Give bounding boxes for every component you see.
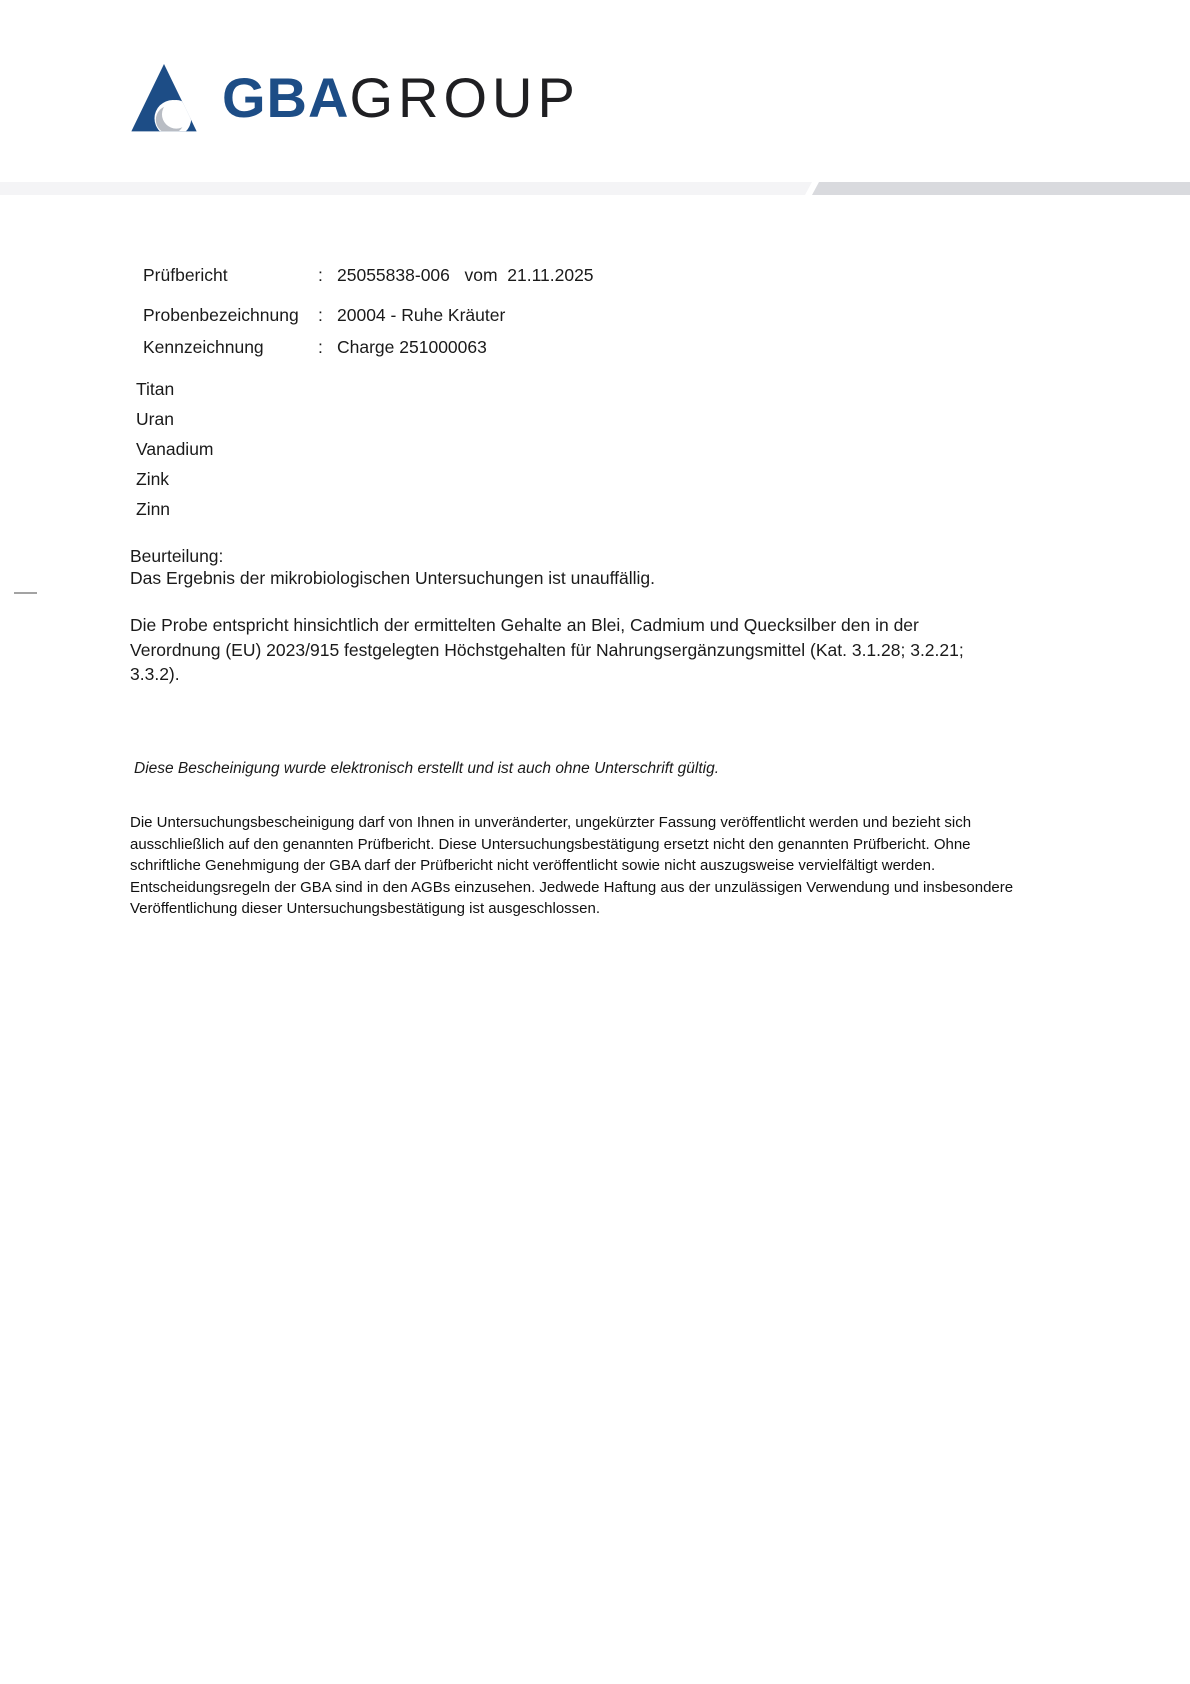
- logo-text-gba: GBA: [222, 66, 350, 129]
- assessment-result: Das Ergebnis der mikrobiologischen Untersuchungen ist unauffällig.: [130, 567, 655, 588]
- fold-mark: [14, 592, 37, 594]
- compliance-line: 3.3.2).: [130, 664, 180, 684]
- list-item: Vanadium: [136, 439, 214, 459]
- field-value: Charge 251000063: [337, 337, 487, 357]
- header-band-left: [0, 182, 812, 195]
- field-row-pruefbericht: [143, 265, 594, 285]
- field-row-kennzeichnung: [143, 337, 487, 357]
- header-band-right: [812, 182, 1190, 195]
- logo-wordmark: [222, 62, 580, 134]
- analyte-list: [136, 374, 214, 524]
- logo-text-group: GROUP: [349, 66, 580, 129]
- assessment-heading: Beurteilung:: [130, 546, 224, 566]
- field-separator: :: [318, 265, 323, 285]
- gba-triangle-logo-icon: [130, 62, 198, 134]
- gba-group-logo: [130, 62, 580, 134]
- field-label: Probenbezeichnung: [143, 305, 299, 325]
- list-item: Zinn: [136, 499, 171, 519]
- list-item: Titan: [136, 379, 175, 399]
- field-separator: :: [318, 337, 323, 357]
- field-label: Kennzeichnung: [143, 337, 264, 357]
- list-item: Uran: [136, 409, 174, 429]
- disclaimer-line: ausschließlich auf den genannten Prüfbericht. Diese Untersuchungsbestätigung ersetzt nicht den genannten Prüfbericht. Ohne: [130, 835, 971, 853]
- compliance-line: Verordnung (EU) 2023/915 festgelegten Höchstgehalten für Nahrungsergänzungsmittel (Kat. 3.1.28; 3.2.21;: [130, 639, 964, 660]
- field-row-probenbezeichnung: [143, 305, 505, 325]
- field-label: Prüfbericht: [143, 265, 228, 285]
- disclaimer-line: Entscheidungsregeln der GBA sind in den AGBs einzusehen. Jedwede Haftung aus der unzulässigen Verwendung und insbesondere: [130, 878, 1014, 896]
- disclaimer-line: Veröffentlichung dieser Untersuchungsbestätigung ist ausgeschlossen.: [130, 900, 601, 917]
- compliance-paragraph: [130, 613, 964, 687]
- field-value: 20004 - Ruhe Kräuter: [337, 305, 506, 325]
- field-separator: :: [318, 305, 323, 325]
- list-item: Zink: [136, 469, 170, 489]
- electronic-signature-note: Diese Bescheinigung wurde elektronisch erstellt und ist auch ohne Unterschrift gültig.: [134, 760, 720, 777]
- disclaimer-line: schriftliche Genehmigung der GBA darf der Prüfbericht nicht veröffentlicht sowie nicht auszugsweise vervielfältigt werden.: [130, 857, 936, 874]
- assessment-section: [130, 546, 655, 589]
- disclaimer-line: Die Untersuchungsbescheinigung darf von Ihnen in unveränderter, ungekürzter Fassung veröffentlicht werden und bezieht sich: [130, 814, 972, 831]
- disclaimer-paragraph: [130, 812, 1013, 920]
- field-value: 25055838-006 vom 21.11.2025: [337, 265, 594, 285]
- compliance-line: Die Probe entspricht hinsichtlich der ermittelten Gehalte an Blei, Cadmium und Quecksilber den in der: [130, 615, 919, 635]
